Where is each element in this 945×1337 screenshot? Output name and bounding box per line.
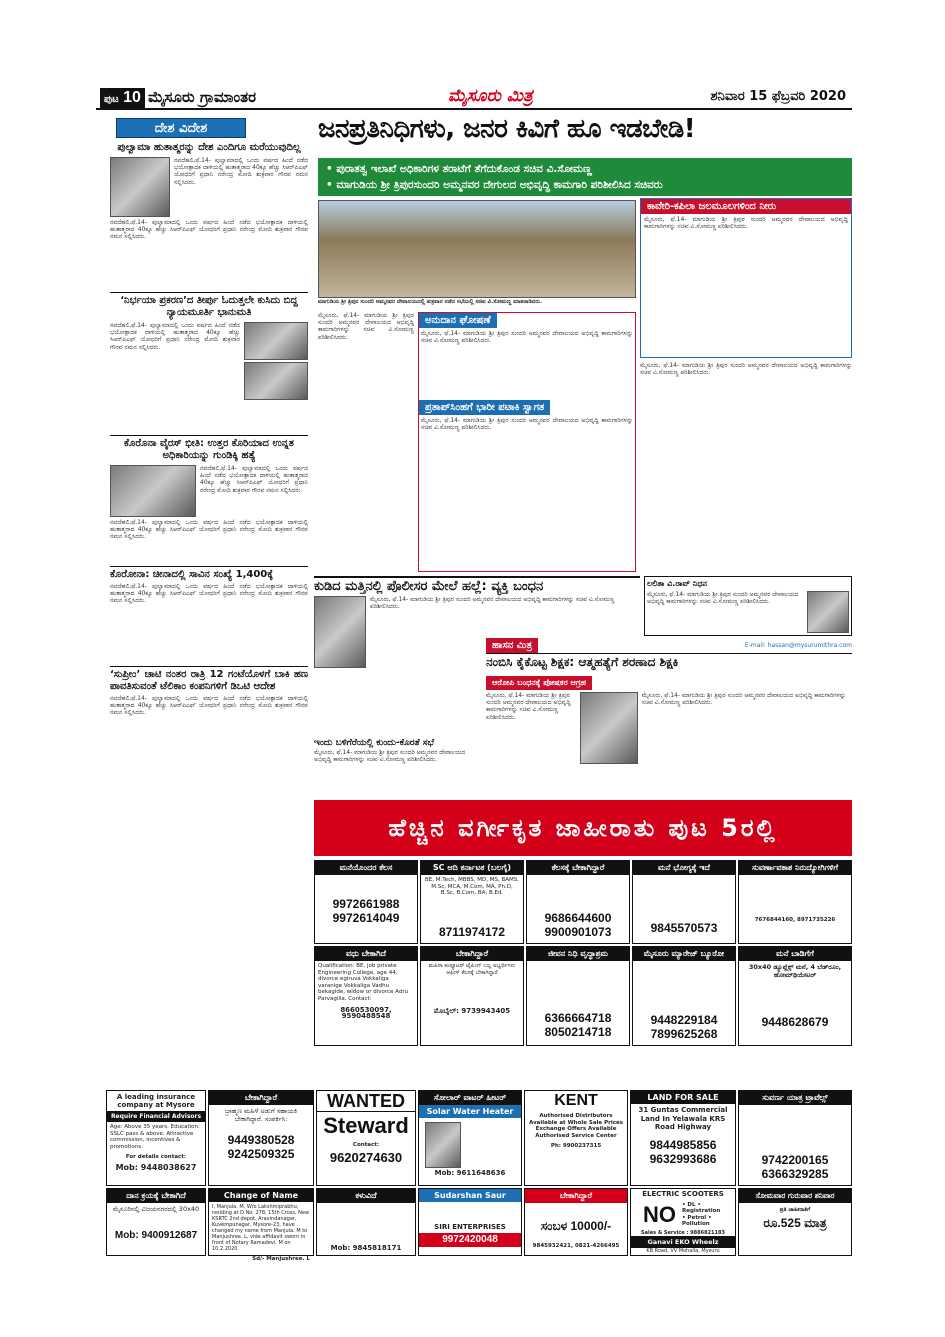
story1-body: ನವದೆಹಲಿ,ಫೆ.14- ಪುಲ್ವಾಮಾದಲ್ಲಿ ಒಂದು ವರ್ಷದ ಹಿಂದೆ ನಡೆದ ಭಯೋತ್ಪಾದಕ ದಾಳಿಯಲ್ಲಿ ಹುತಾತ್ಮರಾದ 40ಕ್ಕೂ ಹೆಚ್ಚು ಸಿಆರ್‌ಪಿಎಫ್ ಯೋಧರಿಗೆ ಪ್ರಧಾನಿ ನರೇಂದ್ರ ಮೋದಿ ಶುಕ್ರವಾರ ಗೌರವ ನಮನ ಸಲ್ಲಿಸಿದರು. [174, 157, 308, 186]
ad-phone: 9900901073 [544, 925, 612, 939]
obit-title: ಲಲಿತಾ ವಿ.ರಾವ್ ನಿಧನ [647, 579, 707, 588]
ad-title: ಮನೆ ಬಾಡಿಗೆಗೆ [739, 947, 851, 961]
ad-electric-scooter [630, 1188, 736, 1256]
ad-matrimony-sc [420, 860, 524, 944]
ad-title: ಕಳುವಿದೆ [317, 1189, 415, 1203]
ad-title: ಸುವರ್ಣಾವಕಾಶ ನಿರುದ್ಯೋಗಿಗಳಿಗೆ [739, 861, 851, 875]
obit-photo [807, 591, 849, 633]
ad-title: ಸೋಲಾರ್ ವಾಟರ್ ಹೀಟರ್ [419, 1091, 521, 1105]
ad-phone: Mob: 9400912687 [114, 1230, 198, 1241]
ad-house-work [314, 860, 418, 944]
ad-title: A leading insurance company at Mysore [116, 1093, 196, 1109]
ad-house-lease [632, 860, 736, 944]
ad-phone: 9620274630 [329, 1149, 403, 1165]
ad-text: I, Manjula. M, W/o Lakshmiprabhu, residing at D.No. 278, 15th Cross, New KSRTC 2nd depot, Aravindanagar, Kuvempunagar, Mysore-23, have changed my name from Manjula. M to Manjushree. L, vide affidavit sworn in front of Notary Ramadevi. M on 10.2.2020. [212, 1204, 310, 1252]
ad-phone: 8711974172 [438, 924, 506, 939]
subdeck-line2: • ಮಾಗುಡಿಯ ಶ್ರೀ ತ್ರಿಪುರಸುಂದರಿ ಅಮ್ಮನವರ ದೇಗುಲದ ಅಭಿವೃದ್ಧಿ ಕಾಮಗಾರಿ ಪರಿಶೀಲಿಸಿದ ಸಚಿವರು [326, 179, 663, 191]
mid-col-1 [318, 312, 414, 572]
ad-old-age-home [526, 946, 630, 1046]
grant-box [418, 312, 636, 572]
subdeck-line1: • ಪುರಾತತ್ವ ಇಲಾಖೆ ಅಧಿಕಾರಿಗಳ ತರಾಟೆಗೆ ತೆಗೆದುಕೊಂಡ ಸಚಿವ ವಿ.ಸೋಮಣ್ಣ [326, 163, 592, 175]
ad-phone: 6366329285 [761, 1167, 829, 1181]
ad-phone: Mob: 9845818171 [330, 1244, 402, 1252]
water-box-title: ಕಾವೇರಿ-ಕಪಿಲಾ ಜಲಮೂಲಗಳಿಂದ ನೀರು [641, 199, 851, 214]
ad-title: ಮನೆಯೊಂದರ ಕೆಲಸ [315, 861, 417, 875]
brand-logo: Sudarshan Saur [419, 1189, 521, 1202]
ad-address: KB Road, VV Mohalla, Mysuru [646, 1247, 720, 1254]
left-column [110, 142, 308, 792]
ad-phone: 7676844160, 8971735226 [754, 917, 836, 923]
attack-body: ಮೈಸೂರು, ಫೆ.14- ಮಾಗುಡಿಯ ಶ್ರೀ ತ್ರಿಪುರ ಸುಂದರಿ ಅಮ್ಮನವರ ದೇವಾಲಯದ ಅಭಿವೃದ್ಧಿ ಕಾಮಗಾರಿಗಳನ್ನು ಸಚಿವ ವಿ.ಸೋಮಣ್ಣ ಪರಿಶೀಲಿಸಿದರು. [370, 596, 615, 611]
grant-body: ಮೈಸೂರು, ಫೆ.14- ಮಾಗುಡಿಯ ಶ್ರೀ ತ್ರಿಪುರ ಸುಂದರಿ ಅಮ್ಮನವರ ದೇವಾಲಯದ ಅಭಿವೃದ್ಧಿ ಕಾಮಗಾರಿಗಳನ್ನು ಸಚಿವ ವಿ.ಸೋಮಣ್ಣ ಪರಿಶೀಲಿಸಿದರು. [421, 330, 633, 345]
ad-phone: 7899625268 [650, 1027, 718, 1041]
ad-phone: 9449380528 [227, 1133, 295, 1147]
teacher-photo [580, 692, 638, 764]
ad-cook-wanted [208, 1090, 314, 1186]
ad-list: • DL • Registration • Petrol • Pollution [682, 1201, 721, 1228]
ad-phone: 6366664718 [544, 1011, 612, 1025]
ad-title: LAND FOR SALE [631, 1091, 735, 1104]
ad-role: Steward [323, 1113, 409, 1138]
welcome-body: ಮೈಸೂರು, ಫೆ.14- ಮಾಗುಡಿಯ ಶ್ರೀ ತ್ರಿಪುರ ಸುಂದರಿ ಅಮ್ಮನವರ ದೇವಾಲಯದ ಅಭಿವೃದ್ಧಿ ಕಾಮಗಾರಿಗಳನ್ನು ಸಚಿವ ವಿ.ಸೋಮಣ್ಣ ಪರಿಶೀಲಿಸಿದರು. [421, 417, 633, 432]
photo-caption: ಮಾಗುಡಿಯ ಶ್ರೀ ತ್ರಿಪುರ ಸುಂದರಿ ಅಮ್ಮನವರ ದೇವಾಲಯದಲ್ಲಿ ಶುಕ್ರವಾರ ನಡೆದ ಸಭೆಯಲ್ಲಿ ಸಚಿವ ವಿ.ಸೋಮಣ್ಣ ಮಾತನಾಡಿದರು. [318, 299, 543, 305]
meeting-body: ಮೈಸೂರು, ಫೆ.14- ಮಾಗುಡಿಯ ಶ್ರೀ ತ್ರಿಪುರ ಸುಂದರಿ ಅಮ್ಮನವರ ದೇವಾಲಯದ ಅಭಿವೃದ್ಧಿ ಕಾಮಗಾರಿಗಳನ್ನು ಸಚಿವ ವಿ.ಸೋಮಣ್ಣ ಪರಿಶೀಲಿಸಿದರು. [314, 749, 466, 764]
ad-title: ELECTRIC SCOOTERS [642, 1190, 724, 1198]
hassan-section [486, 638, 852, 796]
mid-col-1-text: ಮೈಸೂರು, ಫೆ.14- ಮಾಗುಡಿಯ ಶ್ರೀ ತ್ರಿಪುರ ಸುಂದರಿ ಅಮ್ಮನವರ ದೇವಾಲಯದ ಅಭಿವೃದ್ಧಿ ಕಾಮಗಾರಿಗಳನ್ನು ಸಚಿವ ವಿ.ಸೋಮಣ್ಣ ಪರಿಶೀಲಿಸಿದರು. [318, 312, 414, 341]
virus-photo [110, 465, 196, 517]
water-box [640, 198, 852, 358]
obit-body: ಮೈಸೂರು, ಫೆ.14- ಮಾಗುಡಿಯ ಶ್ರೀ ತ್ರಿಪುರ ಸುಂದರಿ ಅಮ್ಮನವರ ದೇವಾಲಯದ ಅಭಿವೃದ್ಧಿ ಕಾಮಗಾರಿಗಳನ್ನು ಸಚಿವ ವಿ.ಸೋಮಣ್ಣ ಪರಿಶೀಲಿಸಿದರು. [647, 591, 799, 606]
ad-phone: 9242509325 [227, 1147, 295, 1161]
modi-photo [110, 157, 170, 217]
hassan-tag: ಹಾಸನ ಮಿತ್ರ [486, 638, 538, 653]
ad-text: ಮಹಿಳಾ ಕಂಪ್ಯೂಟರ್ ಟೈಪಿಂಗ್ ಬಲ್ಲ ಅಭ್ಯರ್ಥಿಗಳು ಆಫೀಸ್ ಕೆಲಸಕ್ಕೆ ಬೇಕಾಗಿದ್ದಾರೆ [428, 963, 516, 976]
ad-text: 31 Guntas Commercial Land In Yelawala KRS Road Highway [638, 1106, 728, 1131]
ad-title: ವಧು ಬೇಕಾಗಿದೆ [315, 947, 417, 961]
brand-logo: KENT [554, 1092, 598, 1109]
ad-phone: 9448628679 [761, 1015, 829, 1029]
ad-phone: 9972614049 [332, 911, 400, 925]
ad-phone: Sales & Service : 9886821183 [641, 1229, 725, 1236]
story4-body: ನವದೆಹಲಿ,ಫೆ.14- ಪುಲ್ವಾಮಾದಲ್ಲಿ ಒಂದು ವರ್ಷದ ಹಿಂದೆ ನಡೆದ ಭಯೋತ್ಪಾದಕ ದಾಳಿಯಲ್ಲಿ ಹುತಾತ್ಮರಾದ 40ಕ್ಕೂ ಹೆಚ್ಚು ಸಿಆರ್‌ಪಿಎಫ್ ಯೋಧರಿಗೆ ಪ್ರಧಾನಿ ನರೇಂದ್ರ ಮೋದಿ ಶುಕ್ರವಾರ ಗೌರವ ನಮನ ಸಲ್ಲಿಸಿದರು. [110, 583, 308, 605]
ad-title: ಮನೆ ಭೋಗ್ಯಕ್ಕೆ ಇದೆ [633, 861, 735, 875]
ad-title: ಕೆಲಸಕ್ಕೆ ಬೇಕಾಗಿದ್ದಾರೆ [527, 861, 629, 875]
ad-phone: 9972420048 [419, 1233, 521, 1247]
ad-phone: Mob: 9448038627 [115, 1162, 197, 1172]
ad-unemployed [738, 860, 852, 944]
ad-bride-wanted [314, 946, 418, 1046]
ad-typist [420, 946, 524, 1046]
accused-photo [314, 596, 366, 668]
ad-phone: 9844985856 [649, 1137, 717, 1152]
judge-photo [244, 322, 308, 360]
story5-title: ‘ಸುಪ್ರೀಂ’ ಚಾಟಿ ನಂತರ ರಾತ್ರಿ 12 ಗಂಟೆಯೊಳಗೆ ಬಾಕಿ ಹಣ ಪಾವತಿಸುವಂತೆ ಟೆಲಿಕಾಂ ಕಂಪನಿಗಳಿಗೆ ಡಿಒಟಿ ಆದೇಶ [110, 666, 308, 693]
welcome-title: ಪ್ರತಾಪ್‌ಸಿಂಹಗೆ ಭಾರೀ ಪಟಾಕಿ ಸ್ವಾಗತ [419, 400, 550, 415]
story3-title: ಕೊರೊನಾ ವೈರಸ್ ಭೀತಿ: ಉತ್ತರ ಕೊರಿಯಾದ ಉನ್ನತ ಅಧಿಕಾರಿಯನ್ನು ಗುಂಡಿಕ್ಕಿ ಹತ್ಯೆ [110, 435, 308, 462]
obituary [644, 576, 852, 636]
story3-body: ನವದೆಹಲಿ,ಫೆ.14- ಪುಲ್ವಾಮಾದಲ್ಲಿ ಒಂದು ವರ್ಷದ ಹಿಂದೆ ನಡೆದ ಭಯೋತ್ಪಾದಕ ದಾಳಿಯಲ್ಲಿ ಹುತಾತ್ಮರಾದ 40ಕ್ಕೂ ಹೆಚ್ಚು ಸಿಆರ್‌ಪಿಎಫ್ ಯೋಧರಿಗೆ ಪ್ರಧಾನಿ ನರೇಂದ್ರ ಮೋದಿ ಶುಕ್ರವಾರ ಗೌರವ ನಮನ ಸಲ್ಲಿಸಿದರು. [200, 465, 308, 494]
meeting-story [314, 738, 484, 796]
court-photo [244, 362, 308, 400]
ad-title: ದಾನ ಕ್ರಯಕ್ಕೆ ಬೇಕಾಗಿದೆ [107, 1189, 205, 1203]
story2-body: ನವದೆಹಲಿ,ಫೆ.14- ಪುಲ್ವಾಮಾದಲ್ಲಿ ಒಂದು ವರ್ಷದ ಹಿಂದೆ ನಡೆದ ಭಯೋತ್ಪಾದಕ ದಾಳಿಯಲ್ಲಿ ಹುತಾತ್ಮರಾದ 40ಕ್ಕೂ ಹೆಚ್ಚು ಸಿಆರ್‌ಪಿಎಫ್ ಯೋಧರಿಗೆ ಪ್ರಧಾನಿ ನರೇಂದ್ರ ಮೋದಿ ಶುಕ್ರವಾರ ಗೌರವ ನಮನ ಸಲ್ಲಿಸಿದರು. [110, 322, 240, 351]
ad-subtitle: Require Financial Advisors [107, 1111, 205, 1122]
ad-phone: 9632993686 [649, 1151, 717, 1166]
ad-title-en: Solar Water Heater [419, 1105, 521, 1118]
ad-signature: Sd/- Manjushree. L [252, 1256, 310, 1262]
ad-phone: 9845932421, 0821-4266495 [532, 1243, 620, 1249]
story3-body-cont: ನವದೆಹಲಿ,ಫೆ.14- ಪುಲ್ವಾಮಾದಲ್ಲಿ ಒಂದು ವರ್ಷದ ಹಿಂದೆ ನಡೆದ ಭಯೋತ್ಪಾದಕ ದಾಳಿಯಲ್ಲಿ ಹುತಾತ್ಮರಾದ 40ಕ್ಕೂ ಹೆಚ್ಚು ಸಿಆರ್‌ಪಿಎಫ್ ಯೋಧರಿಗೆ ಪ್ರಧಾನಿ ನರೇಂದ್ರ ಮೋದಿ ಶುಕ್ರವಾರ ಗೌರವ ನಮನ ಸಲ್ಲಿಸಿದರು. [110, 519, 308, 541]
ad-lost [316, 1188, 416, 1256]
masthead: ಮೈಸೂರು ಮಿತ್ರ [448, 86, 533, 106]
ad-title: ಬೇಕಾಗಿದ್ದಾರೆ [525, 1189, 627, 1203]
ad-change-of-name [208, 1188, 314, 1262]
ad-text: 30x40 ಡ್ಯೂಪ್ಲೆಕ್ಸ್ ಮನೆ, 4 ಬೆಡ್‌ರೂಂ, ಹೋಮ್‌ಥಿಯೇಟರ್ [748, 963, 842, 979]
ad-house-rent [738, 946, 852, 1046]
ad-phone: ಮೊಬೈಲ್: 9739943405 [433, 1007, 511, 1016]
ad-title: Change of Name [209, 1189, 313, 1202]
ad-title: ಮೈಸೂರು ಮ್ಯಾರೇಜ್ ಬ್ಯೂರೋ [633, 947, 735, 961]
grant-title: ಅನುದಾನ ಘೋಷಣೆ [419, 313, 497, 328]
page-number-badge: ಪುಟ 10 [100, 88, 145, 108]
water-box-body: ಮೈಸೂರು, ಫೆ.14- ಮಾಗುಡಿಯ ಶ್ರೀ ತ್ರಿಪುರ ಸುಂದರಿ ಅಮ್ಮನವರ ದೇವಾಲಯದ ಅಭಿವೃದ್ಧಿ ಕಾಮಗಾರಿಗಳನ್ನು ಸಚಿವ ವಿ.ಸೋಮಣ್ಣ ಪರಿಶೀಲಿಸಿದರು. [644, 216, 848, 231]
ad-contact-label: Contact: [352, 1142, 380, 1148]
ad-jobs [526, 860, 630, 944]
ad-company: SIRI ENTERPRISES [434, 1223, 506, 1231]
ad-text: BE, M.Tech, MBBS, MD, MS, BAMS, M.Sc, MCA, M.Com, MA, Ph.D, B.Sc, B.Com, BA, B.Ed. [425, 877, 519, 897]
main-headline: ಜನಪ್ರತಿನಿಧಿಗಳು, ಜನರ ಕಿವಿಗೆ ಹೂ ಇಡಬೇಡಿ! [318, 114, 696, 144]
headline-subdeck [318, 158, 852, 196]
ad-travels [738, 1090, 852, 1186]
ad-phone: 9972661988 [332, 897, 400, 911]
ad-title: ಬೇಕಾಗಿದ್ದಾರೆ [209, 1091, 313, 1105]
ad-text: ಪ್ರತಿ ಜಾಹೀರಾತಿಗೆ [779, 1207, 811, 1213]
ad-phone: 9742200165 [761, 1153, 829, 1167]
ad-insurance [106, 1090, 206, 1186]
issue-date: ಶನಿವಾರ 15 ಫೆಬ್ರವರಿ 2020 [710, 89, 846, 104]
ad-text: Age: Above 35 years. Education: SSLC pass & above. Attractive commission, incentives & promotions. [110, 1124, 200, 1150]
ad-title: ಜೀವನ ನಿಧಿ ವೃದ್ಧಾಶ್ರಮ [527, 947, 629, 961]
ad-siri-enterprises [418, 1188, 522, 1256]
meeting-title: ಇಂದು ಬಳಿಗೆರೆಯಲ್ಲಿ ಕುಂದು-ಕೊರತೆ ಸಭೆ [314, 738, 435, 748]
newspaper-page [96, 86, 852, 1262]
hassan-email[interactable]: E-mail: hassan@mysurumithra.com [744, 642, 852, 649]
ad-phone: Mob: 9611648636 [434, 1169, 506, 1177]
attack-title: ಕುಡಿದ ಮತ್ತಿನಲ್ಲಿ ಪೊಲೀಸರ ಮೇಲೆ ಹಲ್ಲೆ: ವ್ಯಕ್ತಿ ಬಂಧನ [314, 579, 544, 594]
ad-text: Qualification: BE, job private Engineering College, age 44, divorce egiruva Vokkaliga varanige Vokkaliga Vadhu bekagide, widow or divorce Adru Parvagilla. Contact: [318, 963, 409, 1002]
ad-text: ಮೈಸೂರಿನಲ್ಲಿ ವಿಜಯನಗರದಲ್ಲಿ 30x40 [112, 1205, 200, 1213]
story5-body: ನವದೆಹಲಿ,ಫೆ.14- ಪುಲ್ವಾಮಾದಲ್ಲಿ ಒಂದು ವರ್ಷದ ಹಿಂದೆ ನಡೆದ ಭಯೋತ್ಪಾದಕ ದಾಳಿಯಲ್ಲಿ ಹುತಾತ್ಮರಾದ 40ಕ್ಕೂ ಹೆಚ್ಚು ಸಿಆರ್‌ಪಿಎಫ್ ಯೋಧರಿಗೆ ಪ್ರಧಾನಿ ನರೇಂದ್ರ ಮೋದಿ ಶುಕ್ರವಾರ ಗೌರವ ನಮನ ಸಲ್ಲಿಸಿದರು. [110, 695, 308, 717]
hassan-body-2: ಮೈಸೂರು, ಫೆ.14- ಮಾಗುಡಿಯ ಶ್ರೀ ತ್ರಿಪುರ ಸುಂದರಿ ಅಮ್ಮನವರ ದೇವಾಲಯದ ಅಭಿವೃದ್ಧಿ ಕಾಮಗಾರಿಗಳನ್ನು ಸಚಿವ ವಿ.ಸೋಮಣ್ಣ ಪರಿಶೀಲಿಸಿದರು. [641, 692, 846, 707]
ad-phone: Ph: 9900237315 [550, 1143, 602, 1150]
hassan-subtitle: ಆರೋಪಿ ಬಂಧನಕ್ಕೆ ಪೋಷಕರ ಆಗ್ರಹ [486, 676, 592, 690]
ad-marriage-bureau [632, 946, 736, 1046]
ad-land-sale [630, 1090, 736, 1186]
ad-phone: 8050214718 [544, 1025, 612, 1039]
ad-title: WANTED [317, 1091, 415, 1112]
ad-title: ಸೋಮವಾರ ಗುರುವಾರ ಶನಿವಾರ [739, 1189, 851, 1203]
ad-rate-info [738, 1188, 852, 1256]
hassan-title: ನಂಬಿಸಿ ಕೈಕೊಟ್ಟ ಶಿಕ್ಷಕ: ಆತ್ಮಹತ್ಯೆಗೆ ಶರಣಾದ ಶಿಕ್ಷಕಿ [486, 655, 679, 669]
ad-text: Authorised Distributors Available at Whole Sale Prices Exchange Offers Available Authorised Service Center [529, 1113, 623, 1139]
mid-col-3 [640, 362, 852, 572]
story1-body-cont: ನವದೆಹಲಿ,ಫೆ.14- ಪುಲ್ವಾಮಾದಲ್ಲಿ ಒಂದು ವರ್ಷದ ಹಿಂದೆ ನಡೆದ ಭಯೋತ್ಪಾದಕ ದಾಳಿಯಲ್ಲಿ ಹುತಾತ್ಮರಾದ 40ಕ್ಕೂ ಹೆಚ್ಚು ಸಿಆರ್‌ಪಿಎಫ್ ಯೋಧರಿಗೆ ಪ್ರಧಾನಿ ನರೇಂದ್ರ ಮೋದಿ ಶುಕ್ರವಾರ ಗೌರವ ನಮನ ಸಲ್ಲಿಸಿದರು. [110, 219, 308, 241]
ad-solar-heater [418, 1090, 522, 1186]
hassan-body-1: ಮೈಸೂರು, ಫೆ.14- ಮಾಗುಡಿಯ ಶ್ರೀ ತ್ರಿಪುರ ಸುಂದರಿ ಅಮ್ಮನವರ ದೇವಾಲಯದ ಅಭಿವೃದ್ಧಿ ಕಾಮಗಾರಿಗಳನ್ನು ಸಚಿವ ವಿ.ಸೋಮಣ್ಣ ಪರಿಶೀಲಿಸಿದರು. [486, 692, 571, 721]
ad-title: ಸುವರ್ಣ ಯಾತ್ರ ಟ್ರಾವೆಲ್ಸ್ [739, 1091, 851, 1105]
section-title: ಮೈಸೂರು ಗ್ರಾಮಾಂತರ [148, 88, 257, 106]
ad-phone: 9448229184 [650, 1013, 718, 1027]
no-label: NO [643, 1201, 676, 1227]
ad-phone: 9845570573 [650, 921, 718, 935]
story2-title: ‘ನಿರ್ಭಯಾ ಪ್ರಕರಣ’ದ ತೀರ್ಪು ಓದುತ್ತಲೇ ಕುಸಿದು ಬಿದ್ದ ನ್ಯಾಯಮೂರ್ತಿ ಭಾನುಮತಿ [110, 292, 308, 319]
ad-kent [524, 1090, 628, 1186]
ad-company: Ganavi EKO Wheelz [631, 1236, 735, 1248]
meeting-photo [318, 200, 636, 298]
page-header [96, 86, 852, 110]
mid-col-3-text: ಮೈಸೂರು, ಫೆ.14- ಮಾಗುಡಿಯ ಶ್ರೀ ತ್ರಿಪುರ ಸುಂದರಿ ಅಮ್ಮನವರ ದೇವಾಲಯದ ಅಭಿವೃದ್ಧಿ ಕಾಮಗಾರಿಗಳನ್ನು ಸಚಿವ ವಿ.ಸೋಮಣ್ಣ ಪರಿಶೀಲಿಸಿದರು. [640, 362, 852, 377]
ad-site-wanted [106, 1188, 206, 1256]
ad-salary: ಸಂಬಳ 10000/- [540, 1219, 612, 1233]
ad-contact-label: For details contact: [125, 1154, 187, 1161]
ad-phone: 9686644600 [544, 911, 612, 925]
heater-image [425, 1122, 461, 1168]
section-tag: ದೇಶ ವಿದೇಶ [116, 118, 246, 138]
classified-banner: ಹೆಚ್ಚಿನ ವರ್ಗೀಕೃತ ಜಾಹೀರಾತು ಪುಟ 5ರಲ್ಲಿ [314, 800, 852, 856]
ad-text: ಬ್ರಾಹ್ಮಣ ಮಹಿಳೆ ಅಡುಗೆ ಸಹಾಯಕಿ ಬೇಕಾಗಿದ್ದಾರೆ. ಸಂಪರ್ಕಿಸಿ: [224, 1107, 298, 1123]
ad-title: SC ಆದಿ ಕರ್ನಾಟಕ (ಬಲಗೈ) [421, 861, 523, 875]
ad-office-job [524, 1188, 628, 1256]
ad-title: ಬೇಕಾಗಿದ್ದಾರೆ [421, 947, 523, 961]
ad-price: ರೂ.525 ಮಾತ್ರ [763, 1215, 827, 1230]
ad-phone: 8660530097, 9590488548 [340, 1005, 392, 1021]
story1-title: ಪುಲ್ವಾಮಾ ಹುತಾತ್ಮರನ್ನು ದೇಶ ಎಂದಿಗೂ ಮರೆಯುವುದಿಲ್ಲ [117, 142, 301, 153]
story4-title: ಕೊರೋನಾ: ಚೀನಾದಲ್ಲಿ ಸಾವಿನ ಸಂಖ್ಯೆ 1,400ಕ್ಕೆ [110, 566, 308, 581]
ad-steward-wanted [316, 1090, 416, 1186]
